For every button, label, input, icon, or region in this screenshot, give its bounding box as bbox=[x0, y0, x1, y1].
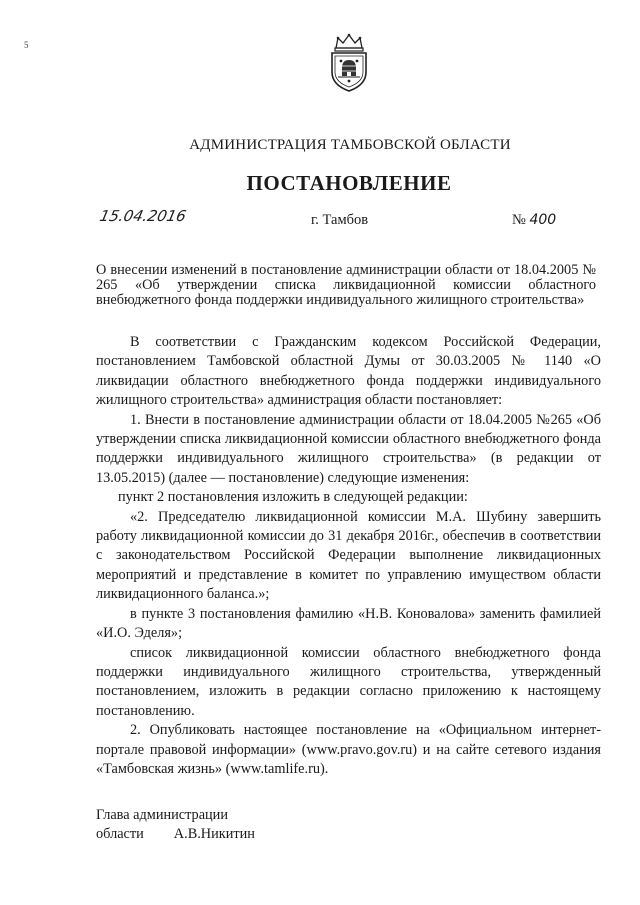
item-1-paragraph: 1. Внести в постановление администрации области от 18.04.2005 №265 «Об утверждении списка ликвидационной комиссии областного внебюджетного фонда поддержки индивидуального жилищного строительства» (в редакции от 13.05.2015) (далее — постановление) следующие изменения: bbox=[96, 411, 601, 486]
number-label: № bbox=[512, 212, 526, 228]
item-1-list: список ликвидационной комиссии областного внебюджетного фонда поддержки индивидуального жилищного строительства, утвержденный постановлением, изложить в редакции согласно приложению к настоящему постановлению. bbox=[96, 644, 601, 719]
document-date: 15.04.2016 bbox=[98, 207, 188, 225]
signature-title-line-2 bbox=[96, 825, 255, 844]
subject-text: О внесении изменений в постановление администрации области от 18.04.2005 № 265 «Об утверждении списка ликвидационной комиссии областного внебюджетного фонда поддержки индивидуального жилищного строительства» bbox=[96, 262, 596, 308]
signature-block bbox=[96, 806, 255, 845]
organization-name: АДМИНИСТРАЦИЯ ТАМБОВСКОЙ ОБЛАСТИ bbox=[189, 137, 511, 153]
signature-title-line-1: Глава администрации bbox=[96, 807, 228, 823]
preamble-paragraph: В соответствии с Гражданским кодексом Российской Федерации, постановлением Тамбовской областной Думы от 30.03.2005 № 1140 «О ликвидации областного внебюджетного фонда поддержки индивидуального жилищного строительства» администрация области постановляет: bbox=[96, 334, 601, 409]
signature-name: А.В.Никитин bbox=[173, 826, 255, 843]
document-city: г. Тамбов bbox=[311, 212, 369, 228]
document-number bbox=[512, 212, 556, 229]
document-body bbox=[96, 333, 601, 779]
document-type: ПОСТАНОВЛЕНИЕ bbox=[246, 171, 452, 195]
signature-title-region: области bbox=[96, 826, 144, 843]
number-value: 400 bbox=[529, 212, 557, 228]
item-1-point-2: пункт 2 постановления изложить в следующей редакции: bbox=[118, 489, 468, 506]
item-2-paragraph: 2. Опубликовать настоящее постановление на «Официальном интернет-портале правовой информации» (www.pravo.gov.ru) и на сайте сетевого издания «Тамбовская жизнь» (www.tamlife.ru). bbox=[96, 722, 601, 777]
tambov-coat-of-arms-icon bbox=[326, 32, 372, 94]
item-1-point-3: в пункте 3 постановления фамилию «Н.В. Коновалова» заменить фамилией «И.О. Эделя»; bbox=[96, 605, 601, 642]
document-subject bbox=[96, 263, 596, 308]
margin-mark: 5 bbox=[24, 40, 29, 50]
item-1-quote: «2. Председателю ликвидационной комиссии М.А. Шубину завершить работу ликвидационной комиссии до 31 декабря 2016г., обеспечив в соответствии с законодательством Российской Федерации выполнение ликвидационных мероприятий и представление в комитет по управлению имуществом области ликвидационного баланса.»; bbox=[96, 508, 601, 603]
